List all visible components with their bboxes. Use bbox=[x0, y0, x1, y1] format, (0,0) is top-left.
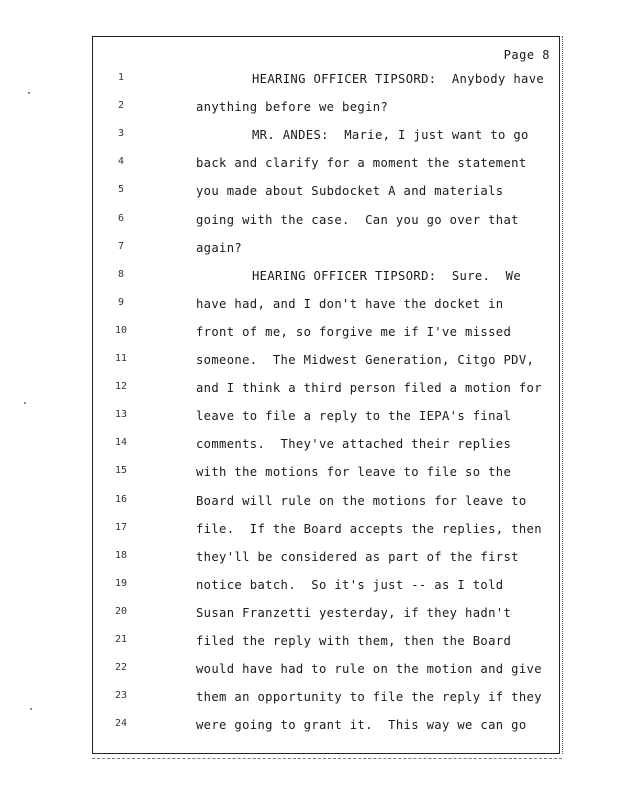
transcript-line bbox=[92, 437, 560, 457]
line-number: 24 bbox=[114, 718, 128, 730]
page-number: Page 8 bbox=[503, 48, 550, 62]
line-text: would have had to rule on the motion and give bbox=[196, 662, 542, 677]
line-number: 17 bbox=[114, 521, 128, 533]
transcript-line bbox=[92, 634, 560, 654]
transcript-line bbox=[92, 718, 560, 738]
line-number: 1 bbox=[117, 72, 125, 83]
transcript-line bbox=[92, 184, 560, 204]
line-text: HEARING OFFICER TIPSORD: Sure. We bbox=[252, 268, 522, 283]
line-text: you made about Subdocket A and materials bbox=[196, 184, 504, 199]
line-number: 8 bbox=[117, 268, 125, 280]
line-text: MR. ANDES: Marie, I just want to go bbox=[252, 128, 529, 143]
line-text: anything before we begin? bbox=[196, 100, 389, 115]
transcript-line bbox=[92, 606, 560, 626]
line-number: 7 bbox=[117, 240, 125, 252]
line-text: and I think a third person filed a motion for bbox=[196, 381, 542, 396]
transcript-line bbox=[92, 381, 560, 401]
transcript-line bbox=[92, 72, 560, 92]
line-text: comments. They've attached their replies bbox=[196, 437, 512, 452]
transcript-line bbox=[92, 578, 560, 598]
transcript-line bbox=[92, 690, 560, 710]
line-number: 21 bbox=[114, 634, 128, 645]
transcript-line bbox=[92, 325, 560, 345]
transcript-line bbox=[92, 550, 560, 570]
line-text: filed the reply with them, then the Board bbox=[196, 634, 512, 648]
line-text: Susan Franzetti yesterday, if they hadn't bbox=[196, 605, 512, 620]
line-text: HEARING OFFICER TIPSORD: Anybody have bbox=[252, 72, 545, 86]
line-number: 6 bbox=[117, 212, 125, 224]
scan-speck bbox=[30, 708, 32, 710]
right-margin-rule bbox=[562, 36, 563, 754]
line-text: again? bbox=[196, 240, 243, 255]
line-number: 4 bbox=[117, 156, 125, 168]
line-number: 16 bbox=[114, 493, 128, 505]
line-number: 20 bbox=[114, 605, 128, 617]
line-number: 18 bbox=[114, 549, 128, 561]
line-text: Board will rule on the motions for leave to bbox=[196, 493, 527, 508]
line-number: 22 bbox=[114, 662, 128, 674]
line-text: were going to grant it. This way we can go bbox=[196, 718, 527, 733]
transcript-line bbox=[92, 156, 560, 176]
transcript-line bbox=[92, 409, 560, 429]
line-number: 23 bbox=[114, 690, 128, 702]
transcript-line bbox=[92, 241, 560, 261]
footer-rule bbox=[92, 758, 562, 759]
line-number: 11 bbox=[114, 353, 128, 364]
line-text: back and clarify for a moment the statement bbox=[196, 156, 527, 171]
line-text: file. If the Board accepts the replies, then bbox=[196, 521, 542, 536]
line-number: 15 bbox=[114, 465, 128, 477]
line-number: 3 bbox=[117, 128, 125, 140]
transcript-line bbox=[92, 269, 560, 289]
transcript-line bbox=[92, 128, 560, 148]
transcript-line bbox=[92, 465, 560, 485]
line-number: 10 bbox=[114, 324, 128, 336]
line-number: 9 bbox=[117, 296, 125, 308]
line-text: them an opportunity to file the reply if they bbox=[196, 690, 542, 705]
line-text: someone. The Midwest Generation, Citgo PDV, bbox=[196, 353, 535, 367]
transcript-line bbox=[92, 213, 560, 233]
transcript-line bbox=[92, 494, 560, 514]
scan-speck bbox=[24, 402, 26, 404]
line-number: 14 bbox=[114, 437, 128, 449]
line-text: have had, and I don't have the docket in bbox=[196, 296, 504, 311]
line-text: with the motions for leave to file so the bbox=[196, 465, 512, 480]
transcript-line bbox=[92, 297, 560, 317]
line-text: going with the case. Can you go over that bbox=[196, 212, 519, 227]
transcript-line bbox=[92, 662, 560, 682]
line-number: 13 bbox=[114, 409, 128, 421]
line-text: they'll be considered as part of the first bbox=[196, 549, 519, 564]
transcript-line bbox=[92, 353, 560, 373]
line-text: front of me, so forgive me if I've missed bbox=[196, 324, 512, 339]
line-number: 12 bbox=[114, 381, 128, 393]
transcript-line bbox=[92, 522, 560, 542]
scan-speck bbox=[28, 92, 30, 94]
line-number: 5 bbox=[117, 184, 125, 196]
line-number: 2 bbox=[117, 100, 125, 112]
transcript-line bbox=[92, 100, 560, 120]
line-text: notice batch. So it's just -- as I told bbox=[196, 577, 504, 592]
line-number: 19 bbox=[114, 577, 128, 589]
line-text: leave to file a reply to the IEPA's final bbox=[196, 409, 512, 424]
